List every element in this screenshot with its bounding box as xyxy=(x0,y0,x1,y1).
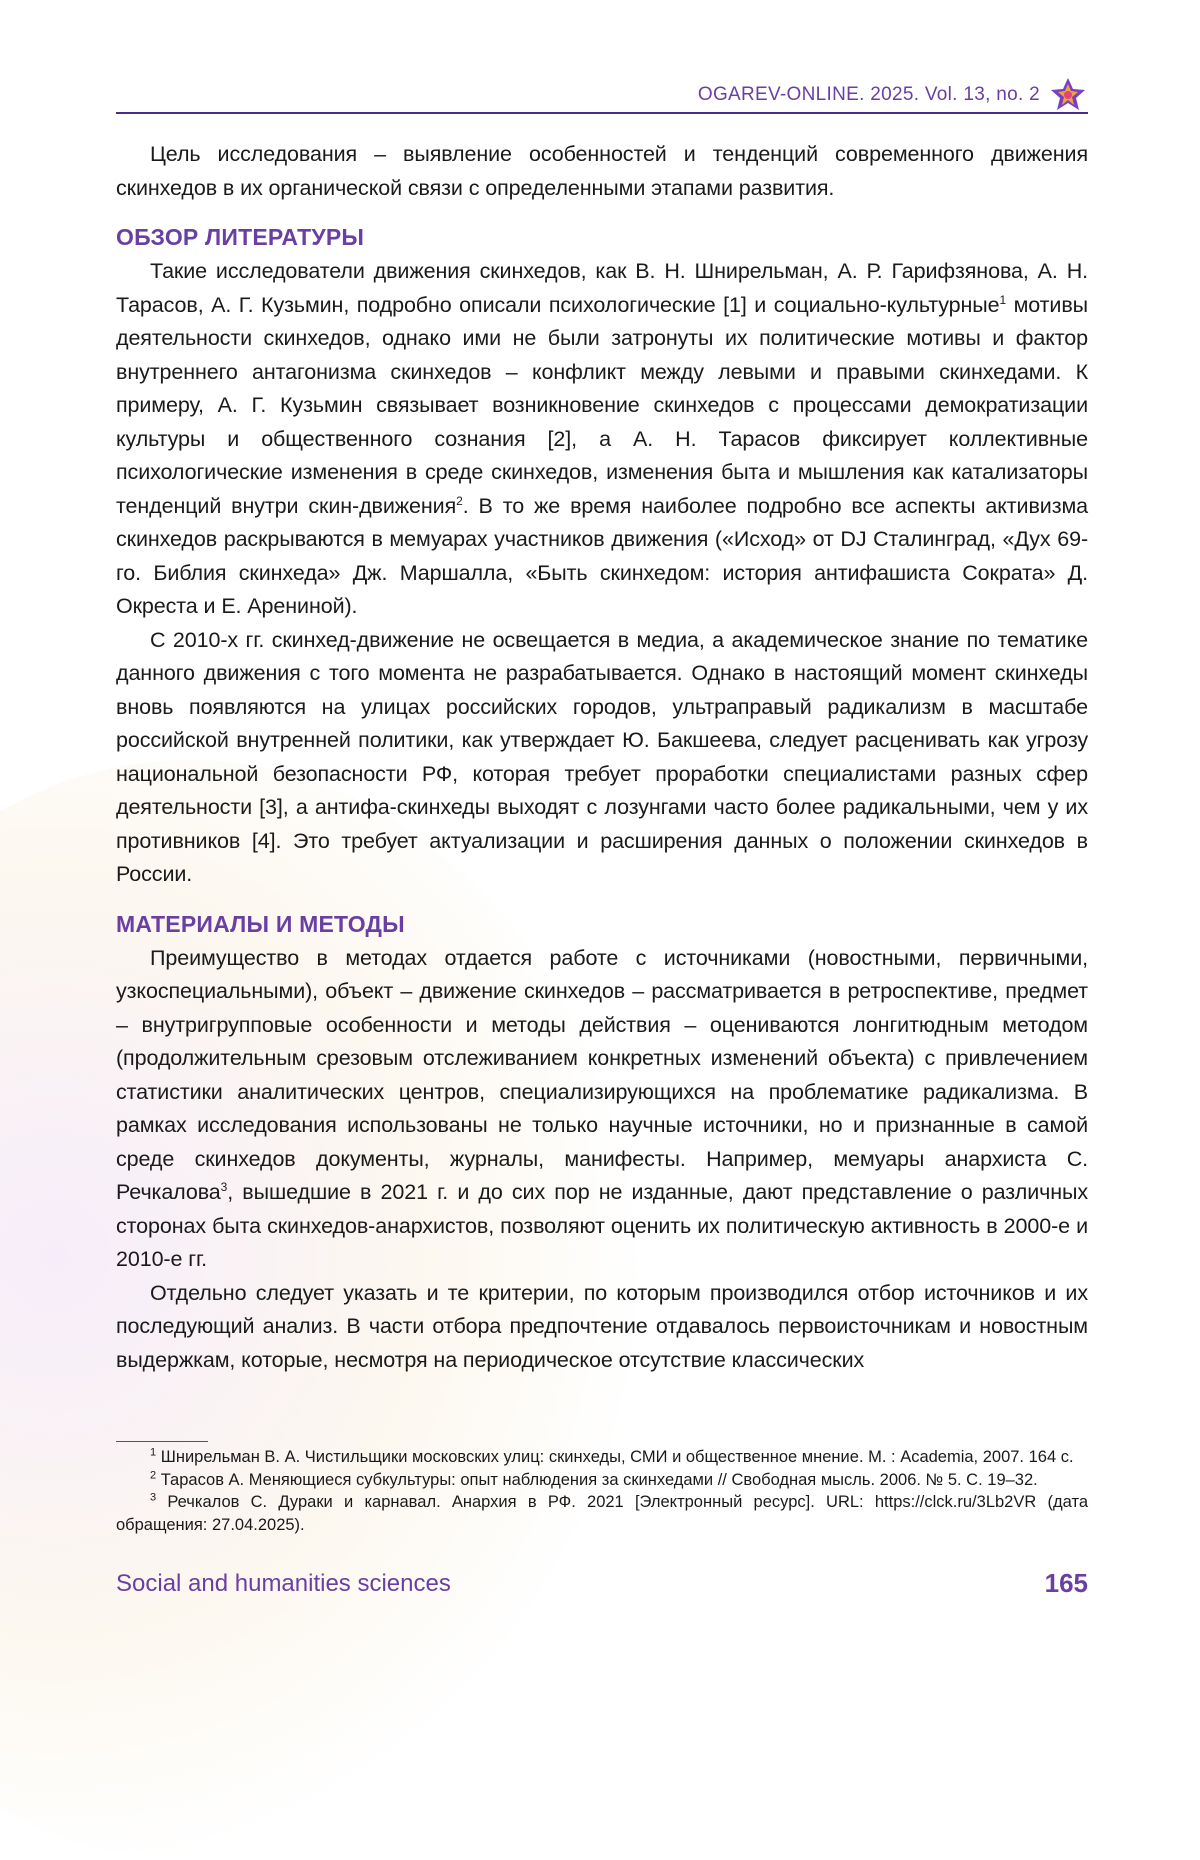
intro-paragraph: Цель исследования – выявление особенностей и тенденций современного движения скинхедов в их органической связи с определенными этапами развития. xyxy=(116,138,1088,205)
footer-section-name: Social and humanities sciences xyxy=(116,1570,451,1598)
footnote-ref[interactable]: 2 xyxy=(456,493,463,507)
article-body xyxy=(116,138,1088,1377)
journal-logo-icon xyxy=(1048,76,1088,112)
journal-title: OGAREV-ONLINE. 2025. Vol. 13, no. 2 xyxy=(698,84,1040,106)
page-number: 165 xyxy=(1045,1568,1088,1599)
section-heading-literature: ОБЗОР ЛИТЕРАТУРЫ xyxy=(116,219,1088,255)
footnote-divider xyxy=(116,1441,208,1442)
paragraph: Такие исследователи движения скинхедов, как В. Н. Шнирельман, А. Р. Гарифзянова, А. Н. Тарасов, А. Г. Кузьмин, подробно описали психологические [1] и социально-культурные1 мотивы деятельности скинхедов, однако ими не были затронуты их политические мотивы и фактор внутреннего антагонизма скинхедов – конфликт между левыми и правыми скинхедами. К примеру, А. Г. Кузьмин связывает возникновение скинхедов с процессами демократизации культуры и общественного сознания [2], а А. Н. Тарасов фиксирует коллективные психологические изменения в среде скинхедов, изменения быта и мышления как катализаторы тенденций внутри скин-движения2. В то же время наиболее подробно все аспекты активизма скинхедов раскрываются в мемуарах участников движения («Исход» от DJ Сталинград, «Дух 69-го. Библия скинхеда» Дж. Маршалла, «Быть скинхедом: история антифашиста Сократа» Д. Окреста и Е. Арениной). xyxy=(116,255,1088,624)
footnote-item: 2 Тарасов А. Меняющиеся субкультуры: опыт наблюдения за скинхедами // Свободная мысль. 2006. № 5. С. 19–32. xyxy=(116,1469,1088,1492)
section-heading-methods: МАТЕРИАЛЫ И МЕТОДЫ xyxy=(116,906,1088,942)
running-header xyxy=(116,82,1088,114)
footnotes xyxy=(116,1446,1088,1536)
paragraph: С 2010-х гг. скинхед-движение не освещается в медиа, а академическое знание по тематике данного движения с того момента не разрабатывается. Однако в настоящий момент скинхеды вновь появляются на улицах российских городов, ультраправый радикализм в масштабе российской внутренней политики, как утверждает Ю. Бакшеева, следует расценивать как угрозу национальной безопасности РФ, которая требует проработки специалистами разных сфер деятельности [3], а антифа-скинхеды выходят с лозунгами часто более радикальными, чем у их противников [4]. Это требует актуализации и расширения данных о положении скинхедов в России. xyxy=(116,624,1088,892)
paragraph: Отдельно следует указать и те критерии, по которым производился отбор источников и их последующий анализ. В части отбора предпочтение отдавалось первоисточникам и новостным выдержкам, которые, несмотря на периодическое отсутствие классических xyxy=(116,1277,1088,1378)
footnote-ref[interactable]: 1 xyxy=(1000,292,1007,306)
paragraph: Преимущество в методах отдается работе с источниками (новостными, первичными, узкоспециальными), объект – движение скинхедов – рассматривается в ретроспективе, предмет – внутригрупповые особенности и методы действия – оцениваются лонгитюдным методом (продолжительным срезовым отслеживанием конкретных изменений объекта) с привлечением статистики аналитических центров, специализирующихся на проблематике радикализма. В рамках исследования использованы не только научные источники, но и признанные в самой среде скинхедов документы, журналы, манифесты. Например, мемуары анархиста С. Речкалова3, вышедшие в 2021 г. и до сих пор не изданные, дают представление о различных сторонах быта скинхедов-анархистов, позволяют оценить их политическую активность в 2000-е и 2010-е гг. xyxy=(116,942,1088,1277)
footnote-ref[interactable]: 3 xyxy=(221,1180,228,1194)
footnote-item: 3 Речкалов С. Дураки и карнавал. Анархия в РФ. 2021 [Электронный ресурс]. URL: https://clck.ru/3Lb2VR (дата обращения: 27.04.2025). xyxy=(116,1491,1088,1536)
footnote-item: 1 Шнирельман В. А. Чистильщики московских улиц: скинхеды, СМИ и общественное мнение. М. : Academia, 2007. 164 с. xyxy=(116,1446,1088,1469)
